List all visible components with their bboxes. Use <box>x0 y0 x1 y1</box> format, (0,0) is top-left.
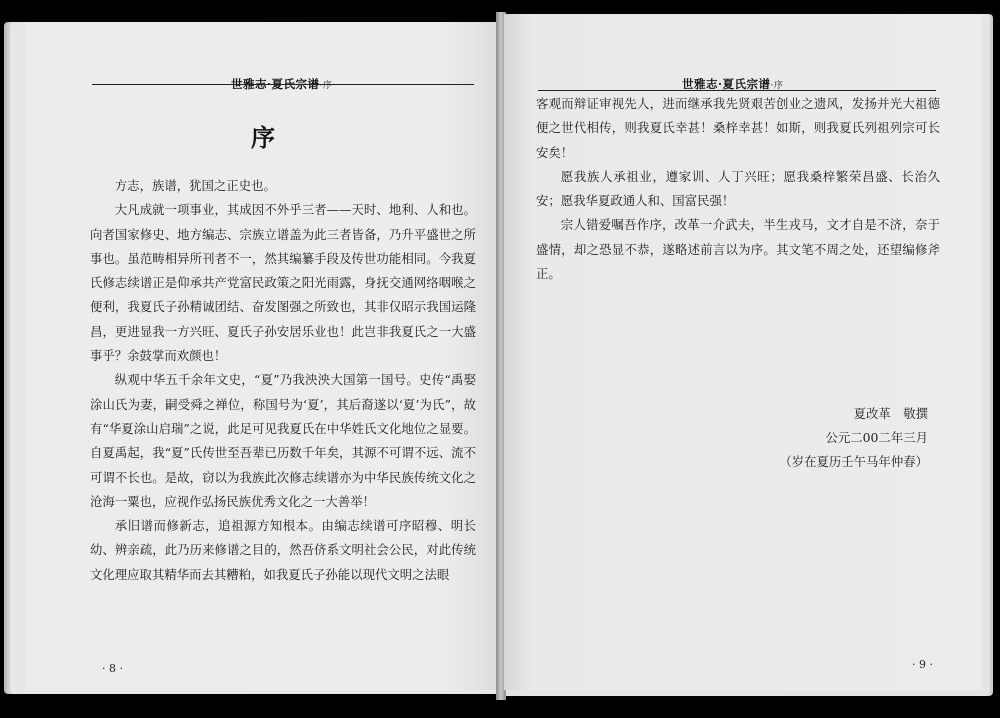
right-page <box>504 14 982 690</box>
right-running-head: 世雅志·夏氏宗谱·序 <box>682 77 784 91</box>
paragraph: 承旧谱而修新志，追祖源方知根本。由编志续谱可序昭穆、明长幼、辨亲疏，此乃历来修谱之目的，然吾侪系文明社会公民，对此传统文化理应取其精华而去其糟粕，如我夏氏子孙能以现代文明之法眼 <box>90 518 476 582</box>
paragraph: 纵观中华五千余年文史，“夏”乃我泱泱大国第一国号。史传“禹娶涂山氏为妻，嗣受舜之禅位，称国号为‘夏’，其后裔遂以‘夏’为氏”，故有“华夏涂山启瑞”之说，此足可见我夏氏在中华姓氏文化地位之显要。自夏禹起，我“夏”氏传世至吾辈已历数千年矣，其源不可谓不远、流不可谓不长也。是故，窃以为我族此次修志续谱亦为中华民族传统文化之沧海一粟也，应视作弘扬民族优秀文化之一大善举！ <box>90 372 476 509</box>
left-header-rule <box>92 84 474 85</box>
right-header-rule <box>538 90 936 91</box>
right-page-number: · 9 · <box>912 658 933 671</box>
paragraph: 大凡成就一项事业，其成因不外乎三者——天时、地利、人和也。向者国家修史、地方编志、宗族立谱盖为此三者皆备，乃升平盛世之所事也。虽范畴相异所刊者不一，然其编纂手段及传世功能相同。今我夏氏修志续谱正是仰承共产党富民政策之阳光雨露，身抚交通网络咽喉之便利，我夏氏子孙精诚团结、奋发图强之所致也，其非仅昭示我国运隆昌，更进显我一方兴旺、夏氏子孙安居乐业也！此岂非我夏氏之一大盛事乎？余鼓掌而欢颜也！ <box>90 202 476 364</box>
paragraph: 方志，族谱，犹国之正史也。 <box>114 178 276 193</box>
paragraph: 客观而辩证审视先人，进而继承我先贤艰苦创业之遗风，发扬并光大祖德便之世代相传，则我夏氏幸甚！桑梓幸甚！如斯，则我夏氏列祖列宗可长安矣！ <box>536 96 940 160</box>
left-page <box>26 22 500 690</box>
paragraph: 宗人错爱嘱吾作序，改革一介武夫，半生戎马，文才自是不济，奈于盛情，却之恐显不恭，遂略述前言以为序。其文笔不周之处，还望编修斧正。 <box>536 217 940 282</box>
signature-lunar-date: （岁在夏历壬午马年仲春） <box>779 454 928 469</box>
right-body-text <box>536 92 940 286</box>
signature-date: 公元二00二年三月 <box>825 430 928 445</box>
signature-author: 夏改革 敬撰 <box>853 406 928 421</box>
left-body-text <box>90 174 476 587</box>
left-page-number: · 8 · <box>102 662 123 675</box>
chapter-title: 序 <box>251 123 275 152</box>
paragraph: 愿我族人承祖业，遵家训、人丁兴旺；愿我桑梓繁荣昌盛、长治久安；愿我华夏政通人和、国富民强！ <box>536 168 940 209</box>
left-running-head: 世雅志·夏氏宗谱·序 <box>231 77 333 91</box>
